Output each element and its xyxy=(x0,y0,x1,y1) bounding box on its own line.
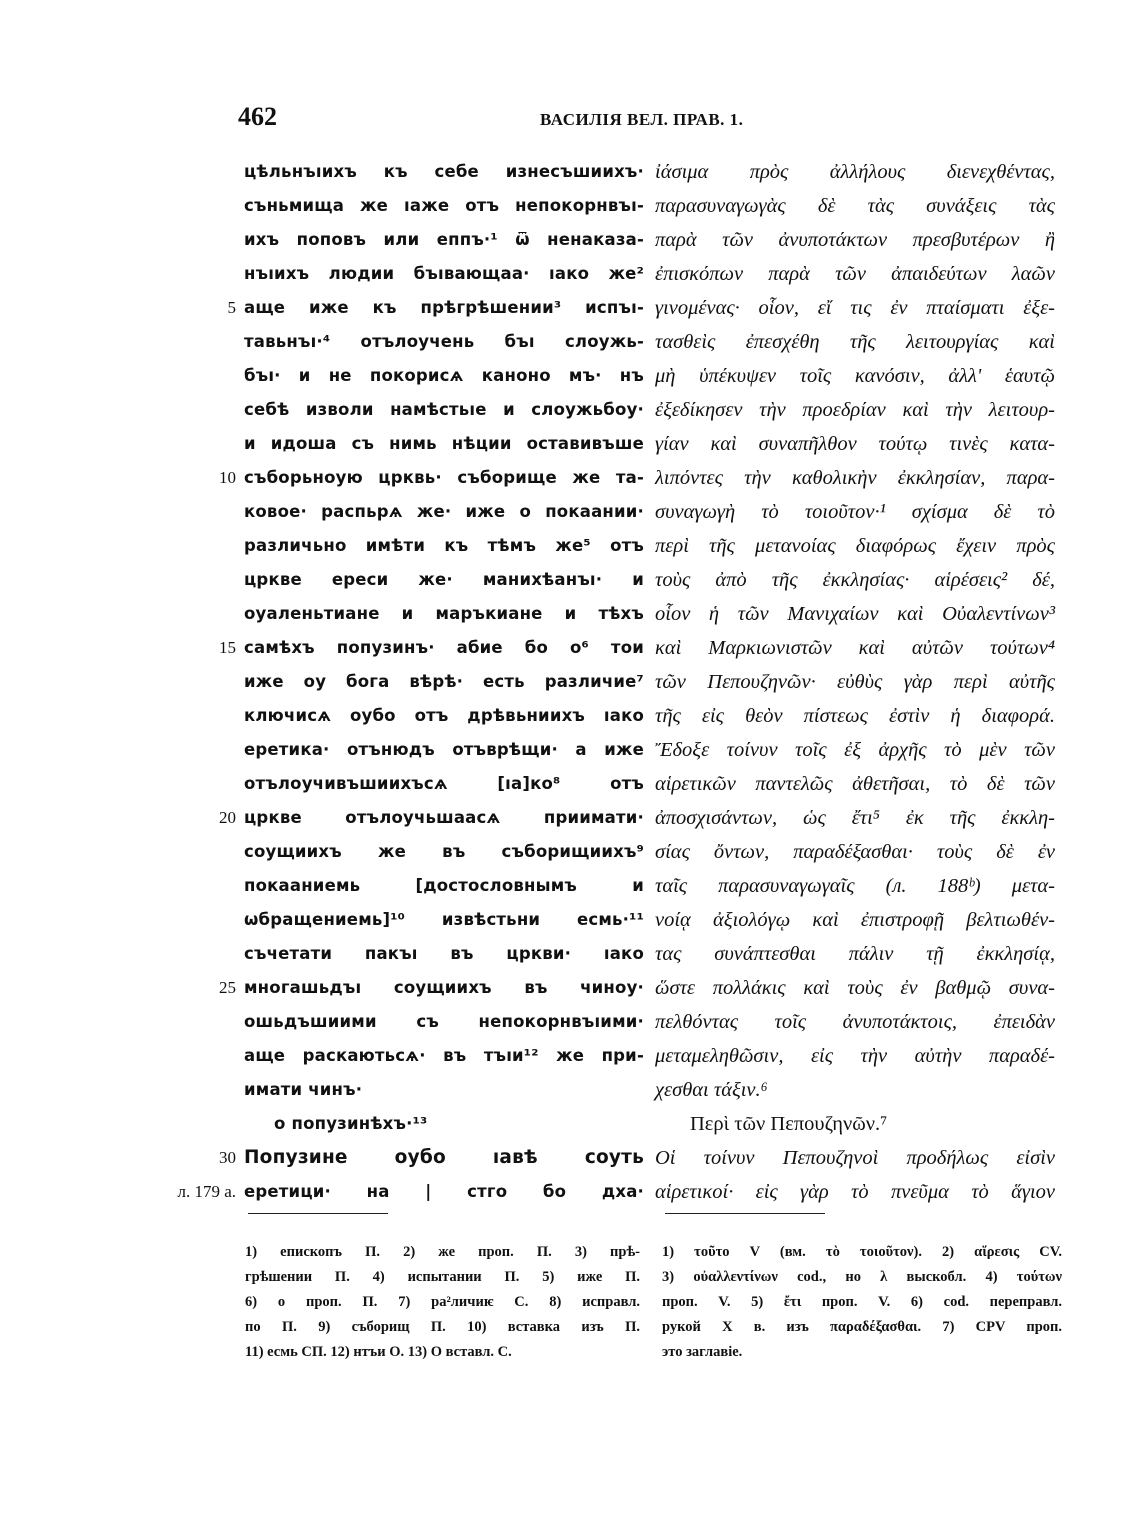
line-number: 25 xyxy=(219,978,236,997)
greek-line: πελθόντας τοῖς ἀνυποτάκτοις, ἐπειδὰν xyxy=(655,1011,1055,1033)
slavonic-line xyxy=(160,1039,650,1073)
slavonic-line xyxy=(160,325,650,359)
slavonic-line-text: покааниемь [достословнымъ и xyxy=(244,876,644,895)
greek-line: τῆς εἰς θεὸν πίστεως ἐστὶν ἡ διαφορά. xyxy=(655,705,1055,727)
slavonic-line xyxy=(160,155,650,189)
slavonic-line xyxy=(160,699,650,733)
slavonic-line-text: ключисѧ оубо отъ дрѣвьниихъ ıако xyxy=(244,706,644,725)
greek-line: χεσθαι τάξιν.⁶ xyxy=(655,1079,768,1101)
greek-line: περὶ τῆς μετανοίας διαφόρως ἔχειν πρὸς xyxy=(655,535,1055,557)
footnote-line: 11) есмь СП. 12) нтъи О. 13) О вставл. С. xyxy=(245,1344,512,1360)
greek-line: σίας ὄντων, παραδέξασθαι· τοὺς δὲ ἐν xyxy=(655,841,1055,863)
greek-line: Ἔδοξε τοίνυν τοῖς ἐξ ἀρχῆς τὸ μὲν τῶν xyxy=(655,739,1055,761)
slavonic-line xyxy=(160,1107,650,1141)
slavonic-line-text: многашьдъı соущиихъ въ чиноу· xyxy=(244,978,644,997)
page-header xyxy=(0,100,1140,140)
slavonic-line-text: Попузине оубо ıавѣ соуть xyxy=(244,1147,644,1168)
slavonic-line-text: ѡбращениемь]¹⁰ извѣстьни есмь·¹¹ xyxy=(244,910,644,929)
greek-line: τας συνάπτεσθαι πάλιν τῇ ἐκκλησίᾳ, xyxy=(655,943,1055,965)
line-number: 5 xyxy=(227,298,236,317)
slavonic-line-text: съньмища же ıаже отъ непокорнвъı- xyxy=(244,196,644,215)
greek-line: μὴ ὑπέκυψεν τοῖς κανόσιν, ἀλλ' ἑαυτῷ xyxy=(655,365,1055,387)
footnote-line: 3) οὐαλλεντίνων cod., но λ выскобл. 4) τούτων xyxy=(662,1269,1062,1285)
slavonic-line xyxy=(160,869,650,903)
footnotes-right xyxy=(662,1240,1062,1365)
greek-line: ταῖς παρασυναγωγαῖς (л. 188ᵇ) μετα- xyxy=(655,875,1055,897)
slavonic-line-text: имати чинъ· xyxy=(244,1080,363,1099)
greek-line: ἰάσιμα πρὸς ἀλλήλους διενεχθέντας, xyxy=(655,161,1055,183)
slavonic-line xyxy=(160,1073,650,1107)
greek-line: λιπόντες τὴν καθολικὴν ἐκκλησίαν, παρα- xyxy=(655,467,1055,489)
slavonic-line xyxy=(160,563,650,597)
running-head: ВАСИЛІЯ ВЕЛ. ПРАВ. 1. xyxy=(540,110,744,129)
slavonic-line xyxy=(160,801,650,835)
greek-line: γίαν καὶ συναπῆλθον τούτῳ τινὲς κατα- xyxy=(655,433,1055,455)
slavonic-line xyxy=(160,733,650,767)
slavonic-line-text: съчетати пакъı въ цркви· ıако xyxy=(244,944,644,963)
slavonic-line-text: црквe ереси же· манихѣанъı· и xyxy=(244,570,644,589)
footnotes-left xyxy=(245,1240,640,1365)
slavonic-line-text: аще иже къ прѣгрѣшении³ испъı- xyxy=(244,298,644,317)
slavonic-line-text: цѣльнъıихъ къ себе изнесъшиихъ· xyxy=(244,162,644,181)
greek-line: ἐξεδίκησεν τὴν προεδρίαν καὶ τὴν λειτουρ- xyxy=(655,399,1055,421)
slavonic-line-text: различьно имѣти къ тѣмъ же⁵ отъ xyxy=(244,536,644,555)
footnote-line: 1) τοῦτο V (вм. τὸ τοιοῦτον). 2) αἵρεσις CV. xyxy=(662,1244,1062,1260)
greek-line: συναγωγὴ τὸ τοιοῦτον·¹ σχίσμα δὲ τὸ xyxy=(655,501,1055,523)
footnote-line: это заглавіе. xyxy=(662,1344,743,1360)
slavonic-line xyxy=(160,257,650,291)
footnote-line: грѣшении П. 4) испытании П. 5) иже П. xyxy=(245,1269,640,1285)
slavonic-line-text: тавьнъı·⁴ отълоучень бъı слоужь- xyxy=(244,332,644,351)
footnote-line: по П. 9) съборищ П. 10) вставка изъ П. xyxy=(245,1319,640,1335)
slavonic-line xyxy=(160,529,650,563)
footnote-line: проп. V. 5) ἔτι проп. V. 6) cod. переправл. xyxy=(662,1294,1062,1310)
greek-line: μεταμεληθῶσιν, εἰς τὴν αὐτὴν παραδέ- xyxy=(655,1045,1055,1067)
slavonic-line xyxy=(160,1141,650,1175)
slavonic-line xyxy=(160,495,650,529)
slavonic-line-text: иже оу бога вѣрѣ· есть различие⁷ xyxy=(244,672,644,691)
slavonic-line xyxy=(160,767,650,801)
slavonic-line-text: бъı· и не покорисѧ каноно мъ· нъ xyxy=(244,366,644,385)
greek-line: παρασυναγωγὰς δὲ τὰς συνάξεις τὰς xyxy=(655,195,1055,217)
slavonic-line-text: отълоучивъшиихъсѧ [ıа]ко⁸ отъ xyxy=(244,774,644,793)
footnote-divider-left xyxy=(248,1213,388,1214)
line-number: 30 xyxy=(219,1148,236,1167)
slavonic-line xyxy=(160,461,650,495)
greek-line: ἐπισκόπων παρὰ τῶν ἀπαιδεύτων λαῶν xyxy=(655,263,1055,285)
footnote-divider-right xyxy=(665,1213,825,1214)
slavonic-line xyxy=(160,971,650,1005)
slavonic-line-text: ошьдъшиими съ непокорнвъıими· xyxy=(244,1012,644,1031)
slavonic-line xyxy=(160,597,650,631)
slavonic-line xyxy=(160,291,650,325)
slavonic-line-text: ковое· распьрѧ же· иже о покаании· xyxy=(244,502,644,521)
greek-column xyxy=(655,155,1055,1209)
slavonic-line xyxy=(160,189,650,223)
footnote-line: рукой X в. изъ παραδέξασθαι. 7) CPV проп. xyxy=(662,1319,1062,1335)
greek-line: Περὶ τῶν Πεπουζηνῶν.⁷ xyxy=(690,1113,888,1135)
greek-line: αἱρετικοί· εἰς γὰρ τὸ πνεῦμα τὸ ἅγιον xyxy=(655,1181,1055,1203)
slavonic-line-text: еретика· отънюдъ отъврѣщи· а иже xyxy=(244,740,644,759)
line-number: 15 xyxy=(219,638,236,657)
greek-line: ἀποσχισάντων, ὡς ἔτι⁵ ἐκ τῆς ἐκκλη- xyxy=(655,807,1055,829)
greek-line: ὥστε πολλάκις καὶ τοὺς ἐν βαθμῷ συνα- xyxy=(655,977,1055,999)
slavonic-line-text: аще раскаютьсѧ· въ тъıи¹² же при- xyxy=(244,1046,644,1065)
greek-line: οἷον ἡ τῶν Μανιχαίων καὶ Οὐαλεντίνων³ xyxy=(655,603,1055,625)
slavonic-line xyxy=(160,223,650,257)
slavonic-line xyxy=(160,835,650,869)
line-number: 20 xyxy=(219,808,236,827)
line-number: л. 179 а. xyxy=(177,1182,236,1201)
slavonic-line-text: ихъ поповъ или еппъ·¹ ѿ ненаказа- xyxy=(244,230,644,249)
slavonic-line xyxy=(160,393,650,427)
slavonic-line-text: о попузинѣхъ·¹³ xyxy=(274,1114,428,1133)
slavonic-line xyxy=(160,1005,650,1039)
slavonic-line xyxy=(160,937,650,971)
slavonic-line-text: соущиихъ же въ съборищиихъ⁹ xyxy=(244,842,644,861)
slavonic-line xyxy=(160,631,650,665)
footnote-line: 6) о проп. П. 7) ра²личиѥ С. 8) исправл. xyxy=(245,1294,640,1310)
page-number: 462 xyxy=(238,102,277,131)
slavonic-line-text: црквe отълоучьшаасѧ приимати· xyxy=(244,808,644,827)
slavonic-line-text: нъıихъ людии бъıвающаа· ıако же² xyxy=(244,264,644,283)
greek-line: γινομένας· οἷον, εἴ τις ἐν πταίσματι ἐξε- xyxy=(655,297,1055,319)
slavonic-line-text: и идоша съ нимь нѣции оставивъше xyxy=(244,434,644,453)
slavonic-line xyxy=(160,903,650,937)
slavonic-line-text: себѣ изволи намѣстьıе и слоужьбоу· xyxy=(244,400,644,419)
slavonic-line-text: оуаленьтиане и маръкиане и тѣхъ xyxy=(244,604,644,623)
slavonic-line-text: еретици· на | стго бо дха· xyxy=(244,1182,644,1201)
slavonic-line xyxy=(160,427,650,461)
greek-line: νοίᾳ ἀξιολόγῳ καὶ ἐπιστροφῇ βελτιωθέν- xyxy=(655,909,1055,931)
line-number: 10 xyxy=(219,468,236,487)
slavonic-line-text: самѣхъ попузинъ· абие бо о⁶ тои xyxy=(244,638,644,657)
greek-line: τοὺς ἀπὸ τῆς ἐκκλησίας· αἱρέσεις² δέ, xyxy=(655,569,1055,591)
greek-line: Οἱ τοίνυν Πεπουζηνοὶ προδήλως εἰσὶν xyxy=(655,1147,1055,1169)
slavonic-line-text: съборьноую црквь· съборище же та- xyxy=(244,468,644,487)
slavonic-line xyxy=(160,665,650,699)
slavonic-line xyxy=(160,359,650,393)
slavonic-line xyxy=(160,1175,650,1209)
greek-line: καὶ Μαρκιωνιστῶν καὶ αὐτῶν τούτων⁴ xyxy=(655,637,1055,659)
greek-line: τασθεὶς ἐπεσχέθη τῆς λειτουργίας καὶ xyxy=(655,331,1055,353)
church-slavonic-column xyxy=(160,155,650,1209)
greek-line: παρὰ τῶν ἀνυποτάκτων πρεσβυτέρων ἢ xyxy=(655,229,1055,251)
greek-line: αἱρετικῶν παντελῶς ἀθετῆσαι, τὸ δὲ τῶν xyxy=(655,773,1055,795)
greek-line: τῶν Πεπουζηνῶν· εὐθὺς γὰρ περὶ αὐτῆς xyxy=(655,671,1055,693)
footnote-line: 1) епископъ П. 2) же проп. П. 3) прѣ- xyxy=(245,1244,640,1260)
